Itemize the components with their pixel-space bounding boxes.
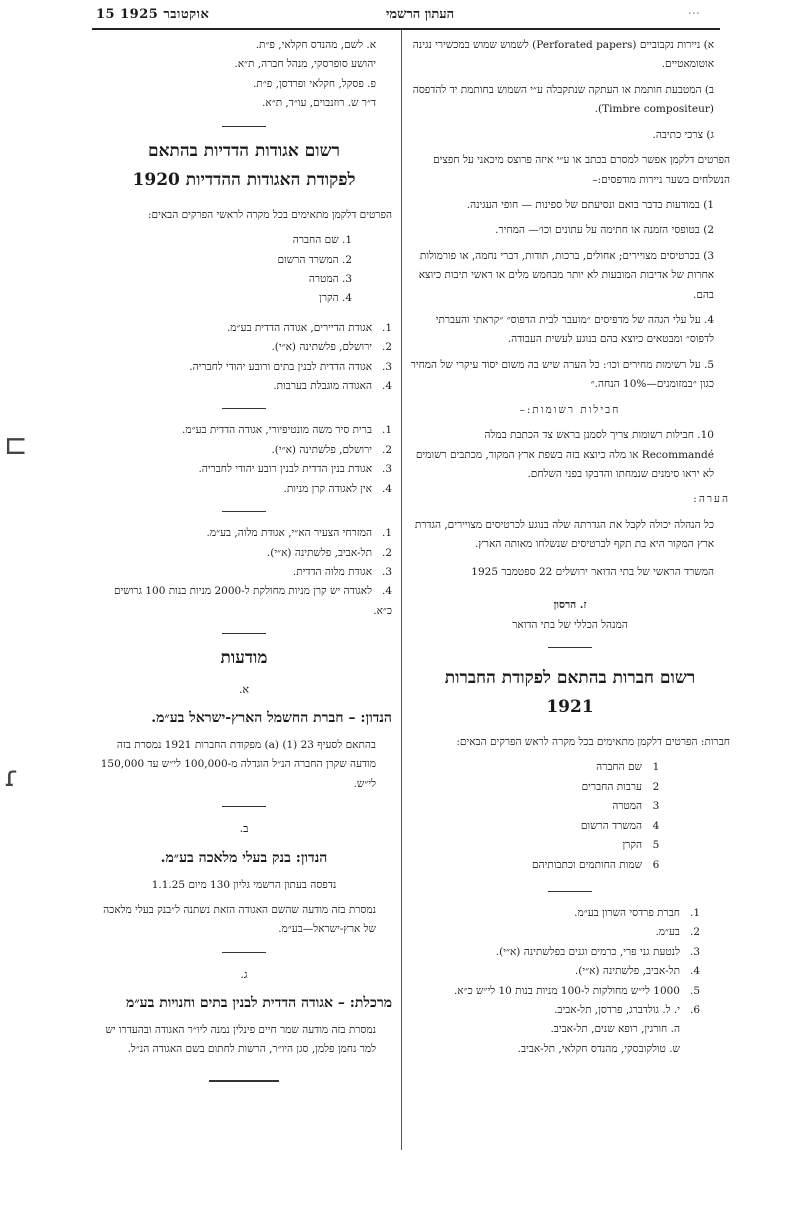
head-number: 1 xyxy=(652,761,660,774)
companies-title: רשום חברות בהתאם לפקודת החברות xyxy=(444,667,696,688)
printed-item: 2) בטופסי הזמנה או חתימה על עתונים וכו׳— המחיר. xyxy=(495,224,714,237)
registered-body: 10. חבילות רשומות צריך לסמנן בראש צד הכתבת במלה Recommandé או מלה כיוצא בזה בשפת ארץ המקור, מכתבים רשומים לא יראו סימנים שנמחתו והדבקו בפני השלחם. xyxy=(415,429,714,481)
mutual-group-1 xyxy=(96,319,392,397)
notice-c-body: נמסרת בזה מודעה שמר חיים פינלין נמנה ליו״ר האגודה ובהעדרו יש למר נחמן פלמן, סגן היו״ר, הרשות לחתום בשם האגודה הנ״ל. xyxy=(105,1024,376,1056)
head-item: 4. הקרן xyxy=(319,292,352,305)
postal-para-a: א) ניירות נקבוביים (Perforated papers) לשמוש שמוש במכשירי נגינה אוטומאטיים. xyxy=(412,39,714,71)
companies-intro: חברות: הפרטים דלקמן מתאימים בכל מקרה לראש הפרקים הבאים: xyxy=(456,735,730,748)
separator xyxy=(222,633,266,634)
item-number: 1. xyxy=(689,906,700,919)
note-body: כל הנהלה יכולה לקבל את הגדרתה שלה בנוגע לכרטיסים מצויירים, הגדרת ארץ המקור היא בת תקף לכרטיסים שנשלחו מאותה הארץ. xyxy=(414,518,714,551)
mutual-group-2 xyxy=(96,421,392,499)
item-number: 2. xyxy=(381,546,392,559)
item-text: תל-אביב, פלשתינה (א״י). xyxy=(266,546,372,559)
postal-para-g: ג) צרכי כתיבה. xyxy=(652,128,714,141)
head-item: 3. המטרה xyxy=(308,272,352,285)
separator xyxy=(222,408,266,409)
separator xyxy=(222,126,266,127)
printed-matter-intro: הפרטים דלקמן אפשר למסרם בכתב או ע״י איזה פרוצס מיכאני על חפצים הנשלחים בשער ניירות מודפסים:– xyxy=(433,154,730,186)
item-text: בע״מ. xyxy=(655,926,680,939)
header-publication: העתון הרשמי xyxy=(386,7,455,22)
head-text: הקרן xyxy=(622,839,642,852)
item-text: ש. טולקובסקי, מהנדס חקלאי, תל-אביב. xyxy=(517,1042,680,1055)
item-text: לאגודה יש קרן מניות מחולקת ל-2000 מניות בנות 100 גרושים כ״א. xyxy=(113,585,392,617)
item-number: 5. xyxy=(689,984,700,997)
item-text: ירושלם, פלשתינה (א״י). xyxy=(271,341,372,354)
separator xyxy=(222,511,266,512)
item-text: אגודת מלוה הדדית. xyxy=(292,566,372,579)
item-number: 6. xyxy=(689,1004,700,1017)
item-number: 2. xyxy=(381,443,392,456)
item-number: 4. xyxy=(381,482,392,495)
mutual-registration-heads xyxy=(96,231,392,309)
item-text: חברת פרדסי השרון בע״מ. xyxy=(574,906,680,919)
signer-line: פ. פסקל, חקלאי ופרדסן, פ״ת. xyxy=(253,77,376,90)
mutual-registration-title: רשום אגודות הדדיות בהתאם xyxy=(147,140,341,161)
head-number: 5 xyxy=(652,839,660,852)
signers-list xyxy=(96,36,392,114)
head-text: ערבות החברים xyxy=(581,780,642,793)
header-date: 15 אוקטובר 1925 xyxy=(96,7,210,22)
notice-b-subject: הנדון: בנק בעלי מלאכה בע״מ. xyxy=(160,849,328,866)
separator xyxy=(222,806,266,807)
head-item: 2. המשרד הרשום xyxy=(277,253,352,266)
item-text: ירושלם, פלשתינה (א״י). xyxy=(271,443,372,456)
item-number: 4. xyxy=(689,965,700,978)
item-number: 1. xyxy=(381,321,392,334)
item-text: אגודה הדדית לבנין בתים ורובע יהודי לחבריה. xyxy=(189,360,372,373)
head-text: שמות החותמים וכתבותיהם xyxy=(531,858,642,871)
signer-line: יהושע סופרסקי, מנהל חברה, ת״א. xyxy=(234,58,376,71)
item-number: 4. xyxy=(381,380,392,393)
notice-a-body: בהתאם לסעיף 23 (1) (a) מפקודת החברות 1921 נמסרת בזה מודעה שקרן החברה הנ״ל הוגדלה מ-100,000 לי״ש עד 150,000 לי״ש. xyxy=(100,739,376,790)
head-text: שם החברה xyxy=(596,761,642,774)
printed-item: 4. על עלי הגהה של מדפיסים ״מועבר לבית הדפוס״ ״קראתי והעברתי לדפוס״ ומבטאים כיוצא בהם בנוגע לעשית העבודה. xyxy=(435,314,714,346)
notice-b-body: נמסרת בזה מודעה שהשם האגודה הזאת נשתנה ל״בנק בעלי מלאכה של ארץ-ישראל—בע״מ. xyxy=(103,903,376,936)
item-text: ה. חורגין, רופא שנים, תל-אביב. xyxy=(550,1023,680,1036)
postal-para-b: ב) המטבעת חותמת או העתקה שנתקבלה ע״י השמוש בחותמת יד להדפסה (Timbre compositeur). xyxy=(412,83,714,116)
printed-item: 1) במודעות בדבר בואם ונסיעתם של ספינות — חופי העגינה. xyxy=(466,198,714,211)
item-number: 3. xyxy=(381,463,392,476)
item-text: ברית סיר משה מונטיפיורי, אגודה הדדית בע״מ. xyxy=(182,424,372,437)
item-number: 3. xyxy=(381,566,392,579)
notice-c-subject: מרכלת: – אגודה הדדית לבנין בתים וחנויות בע״מ xyxy=(126,995,392,1012)
registered-heading: חבילות רשומות:– xyxy=(519,403,621,416)
office-line: המשרד הראשי של בתי הדואר ירושלים 22 ספטמבר 1925 xyxy=(471,565,714,578)
item-number: 4. xyxy=(381,585,392,598)
right-column xyxy=(410,36,730,1059)
left-column xyxy=(96,36,392,1102)
head-number: 4 xyxy=(652,819,660,832)
printed-item: 3) בכרטיסים מצויירים; אחולים, ברכות, תודות, דברי נחמה, או פורמולות אחרות של אדיבות המובעות לא יותר מבחמש מלים או ראשי תיבות כיוצא בהם. xyxy=(418,249,714,301)
item-text: 1000 לי״ש מחולקות ל-100 מניות בנות 10 לי״ש כ״א. xyxy=(453,984,680,997)
item-number: 1. xyxy=(381,527,392,540)
head-text: המטרה xyxy=(612,800,642,813)
mutual-group-3 xyxy=(96,524,392,621)
margin-mark-hook: ɾ xyxy=(4,760,19,793)
head-item: 1. שם החברה xyxy=(292,234,352,247)
header-page-number: ... xyxy=(687,3,700,18)
company-entry-1 xyxy=(410,904,730,1059)
signer-title: המנהל הכללי של בתי הדואר xyxy=(512,618,628,631)
item-number: 2. xyxy=(689,926,700,939)
notice-b-letter: ב. xyxy=(239,822,249,836)
separator xyxy=(548,891,592,892)
margin-mark-bracket: ⊏ xyxy=(4,428,28,461)
separator xyxy=(222,952,266,953)
column-divider xyxy=(401,30,402,1150)
item-text: תל-אביב, פלשתינה (א״י). xyxy=(574,965,680,978)
notice-a-letter: א. xyxy=(238,682,250,696)
head-number: 3 xyxy=(652,800,660,813)
item-text: אין לאגודה קרן מניות. xyxy=(283,482,372,495)
signer-name: ז. הרסון xyxy=(553,599,587,612)
companies-heads xyxy=(410,758,730,875)
notice-a-subject: הנדון: – חברת החשמל הארץ-ישראל בע״מ. xyxy=(151,710,392,727)
mutual-registration-intro: הפרטים דלקמן מתאימים בכל מקרה לראשי הפרקים הבאים: xyxy=(148,208,392,221)
printed-item: 5. על רשימות מחירים וכו׳: כל הערה שיש בה משום יסוד עיקרי של המחיר כגון ״במזומנים—10% הנחה.״ xyxy=(410,358,714,391)
mutual-registration-subtitle: לפקודת האגודות ההדדיות 1920 xyxy=(132,170,356,191)
signer-line: ד״ר ש. רוזנבוים, עו״ד, ת״א. xyxy=(262,97,376,110)
item-text: אגודת בנין הדדית לבנין רובע יהודי לחבריה. xyxy=(198,463,372,476)
item-number: 1. xyxy=(381,424,392,437)
notices-title: מודעות xyxy=(220,648,268,669)
note-heading: הערה: xyxy=(693,493,730,506)
item-text: אגודת הדיירים, אגודה הדדית בע״מ. xyxy=(226,321,372,334)
item-number: 3. xyxy=(381,360,392,373)
separator xyxy=(548,647,592,648)
head-number: 6 xyxy=(652,858,660,871)
item-text: המזרחי הצעיר הא״י, אגודת מלוה, בע״מ. xyxy=(206,527,372,540)
notice-c-letter: ג. xyxy=(240,967,248,981)
item-number: 2. xyxy=(381,341,392,354)
header-rule xyxy=(92,28,720,30)
item-text: האגודה מוגבלת בערבות. xyxy=(273,380,372,393)
item-text: לנטעת גני פרי, כרמים וגנים בפלשתינה (א״י). xyxy=(495,945,680,958)
item-text: י. ל. גולדברג, פרדסן, תל-אביב. xyxy=(554,1004,680,1017)
head-number: 2 xyxy=(652,780,660,793)
head-text: המשרד הרשום xyxy=(580,819,642,832)
end-rule xyxy=(209,1080,279,1082)
page-header xyxy=(96,3,700,26)
item-number: 3. xyxy=(689,945,700,958)
notice-b-published: נדפסה בעתון הרשמי גליון 130 מיום 1.1.25 xyxy=(151,878,337,891)
signer-line: א. לשם, מהנדס חקלאי, פ״ת. xyxy=(255,39,376,51)
companies-year: 1921 xyxy=(546,697,594,718)
